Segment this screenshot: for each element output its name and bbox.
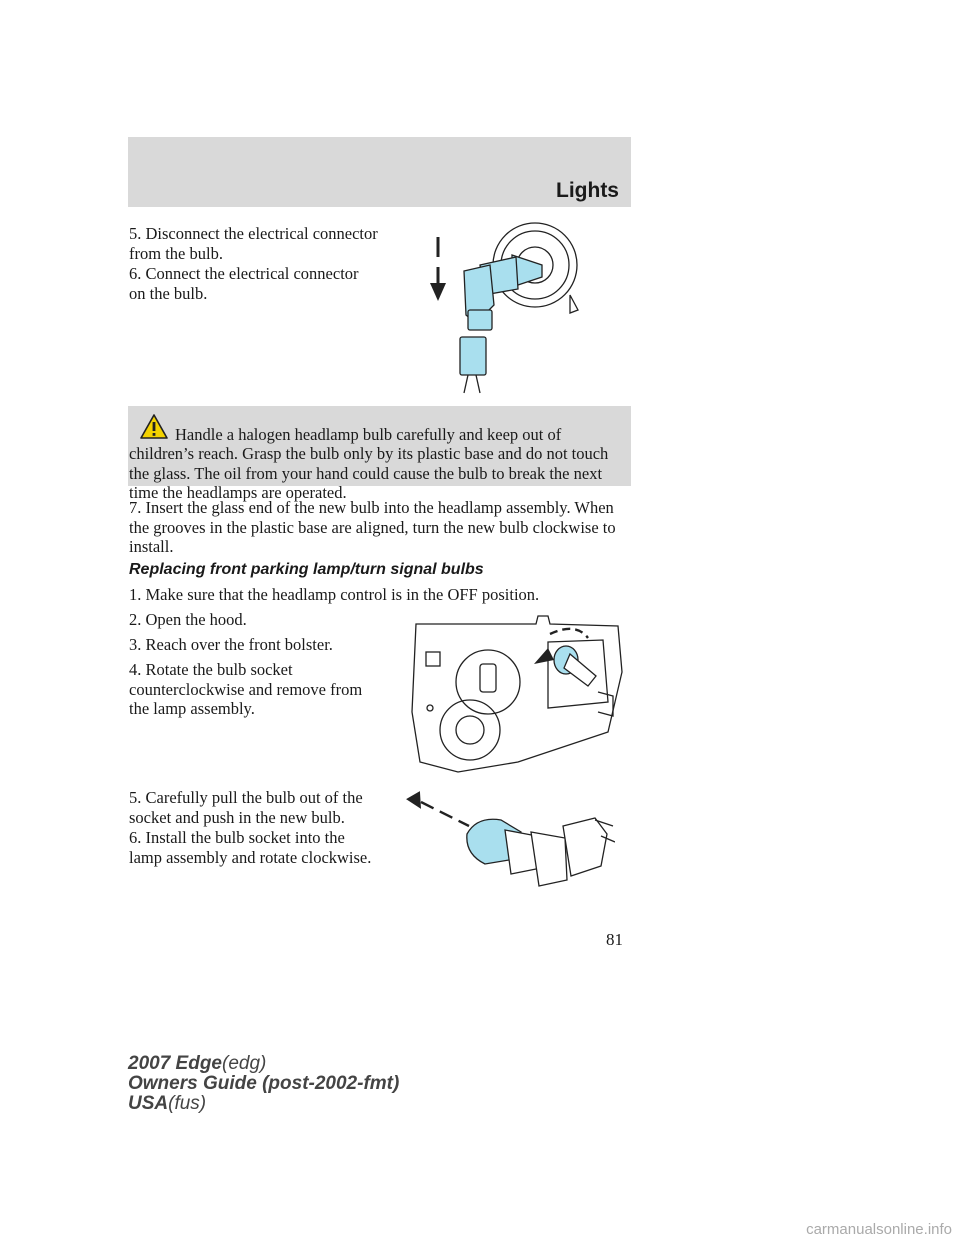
step-2-open-hood: 2. Open the hood. [129, 610, 247, 629]
step-3-reach-bolster: 3. Reach over the front bolster. [129, 635, 333, 654]
step-1-headlamp-off: 1. Make sure that the headlamp control is in the OFF position. [129, 585, 540, 604]
step-6-install-socket: 6. Install the bulb socket into the lamp assembly and rotate clockwise. [129, 828, 372, 867]
footer-market: USA [128, 1093, 169, 1114]
headlamp-bulb-connector-illustration [420, 215, 595, 395]
subheading-parking-lamp: Replacing front parking lamp/turn signal bulbs [129, 561, 484, 578]
document-footer [128, 1054, 399, 1114]
footer-line-2: Owners Guide (post-2002-fmt) [128, 1073, 400, 1094]
section-title: Lights [556, 179, 619, 202]
bulb-socket-illustration [405, 790, 615, 905]
step-5-disconnect: 5. Disconnect the electrical connector from the bulb. [129, 224, 378, 263]
step-7-insert: 7. Insert the glass end of the new bulb into the headlamp assembly. When the grooves in the plastic base are aligned, turn the new bulb clockwise to install. [129, 498, 616, 556]
footer-line-3 [128, 1094, 399, 1114]
step-5-pull-bulb: 5. Carefully pull the bulb out of the socket and push in the new bulb. [129, 788, 363, 827]
watermark-text: carmanualsonline.info [806, 1221, 952, 1238]
step-6-connect: 6. Connect the electrical connector on the bulb. [129, 264, 359, 303]
footer-line-1 [128, 1054, 399, 1074]
warning-box [128, 406, 631, 502]
footer-market-code: (fus) [168, 1093, 207, 1114]
warning-text: Handle a halogen headlamp bulb carefully and keep out of children’s reach. Grasp the bulb only by its plastic base and do not touch the glass. The oil from your hand could cause the bulb to break the next time the headlamps are operated. [129, 424, 609, 502]
header-band [128, 137, 631, 207]
step-4-rotate-socket: 4. Rotate the bulb socket counterclockwise and remove from the lamp assembly. [129, 660, 363, 718]
lamp-assembly-illustration [398, 612, 626, 775]
page-number: 81 [606, 930, 623, 949]
footer-model: 2007 Edge [128, 1053, 222, 1074]
footer-model-code: (edg) [222, 1053, 267, 1074]
